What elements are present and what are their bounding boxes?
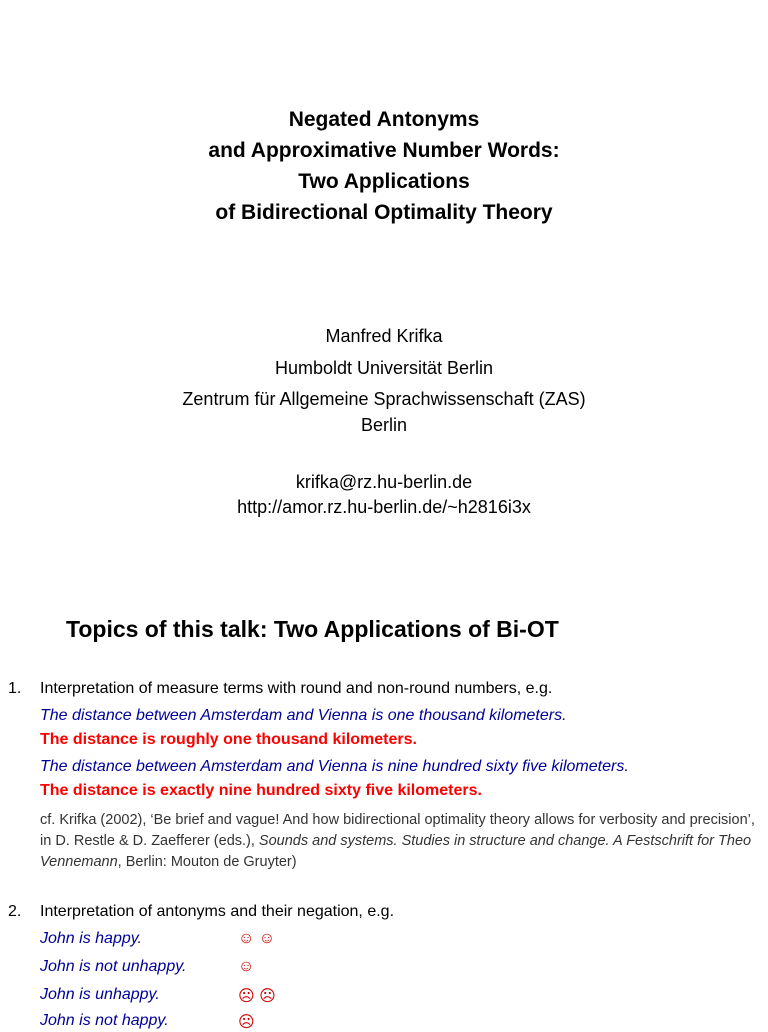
title-line-4: of Bidirectional Optimality Theory xyxy=(215,201,553,224)
author-email[interactable]: krifka@rz.hu-berlin.de xyxy=(295,472,473,492)
document-title xyxy=(0,104,768,228)
item-2-text: Interpretation of antonyms and their negation, e.g. xyxy=(40,903,395,920)
antonym-example-not-happy: John is not happy. xyxy=(40,1012,169,1029)
item-1-text: Interpretation of measure terms with round and non-round numbers, e.g. xyxy=(40,680,553,697)
item-1-example-2-red: The distance is exactly nine hundred sixty five kilometers. xyxy=(40,782,482,799)
frowny-icon: ☹ ☹ xyxy=(238,988,276,1005)
title-line-3: Two Applications xyxy=(298,170,470,193)
antonym-example-not-unhappy: John is not unhappy. xyxy=(40,958,187,975)
title-line-2: and Approximative Number Words: xyxy=(208,139,560,162)
citation-italic-title: Sounds and systems. Studies in structure and change. A Festschrift for Theo Vennemann xyxy=(40,833,752,870)
title-line-1: Negated Antonyms xyxy=(288,108,480,131)
citation-prefix: cf. Krifka (2002), ‘Be brief and vague! And how bidirectional optimality theory allows for verbosity and precision’, in D. Restle & D. Zaefferer (eds.), xyxy=(40,812,755,849)
item-1-example-2-blue: The distance between Amsterdam and Vienna is nine hundred sixty five kilometers. xyxy=(40,758,629,775)
citation-note xyxy=(40,810,760,873)
author-city: Berlin xyxy=(360,415,408,435)
author-name: Manfred Krifka xyxy=(325,326,443,346)
topics-heading: Topics of this talk: Two Applications of Bi-OT xyxy=(66,616,559,642)
citation-suffix: , Berlin: Mouton de Gruyter) xyxy=(117,854,297,870)
author-affiliation-institute: Zentrum für Allgemeine Sprachwissenschaft (ZAS) xyxy=(182,389,586,409)
frowny-icon: ☹ xyxy=(238,1014,255,1031)
author-affiliation-university: Humboldt Universität Berlin xyxy=(274,358,494,378)
item-2-number: 2. xyxy=(8,903,22,920)
smiley-icon: ☺ xyxy=(238,958,255,975)
item-1-number: 1. xyxy=(8,680,22,697)
item-1-example-1-blue: The distance between Amsterdam and Vienna is one thousand kilometers. xyxy=(40,707,567,724)
smiley-icon: ☺ ☺ xyxy=(238,930,276,947)
item-1-example-1-red: The distance is roughly one thousand kilometers. xyxy=(40,731,417,748)
antonym-example-unhappy: John is unhappy. xyxy=(40,986,160,1003)
author-url[interactable]: http://amor.rz.hu-berlin.de/~h2816i3x xyxy=(237,497,531,517)
antonym-example-happy: John is happy. xyxy=(40,930,142,947)
